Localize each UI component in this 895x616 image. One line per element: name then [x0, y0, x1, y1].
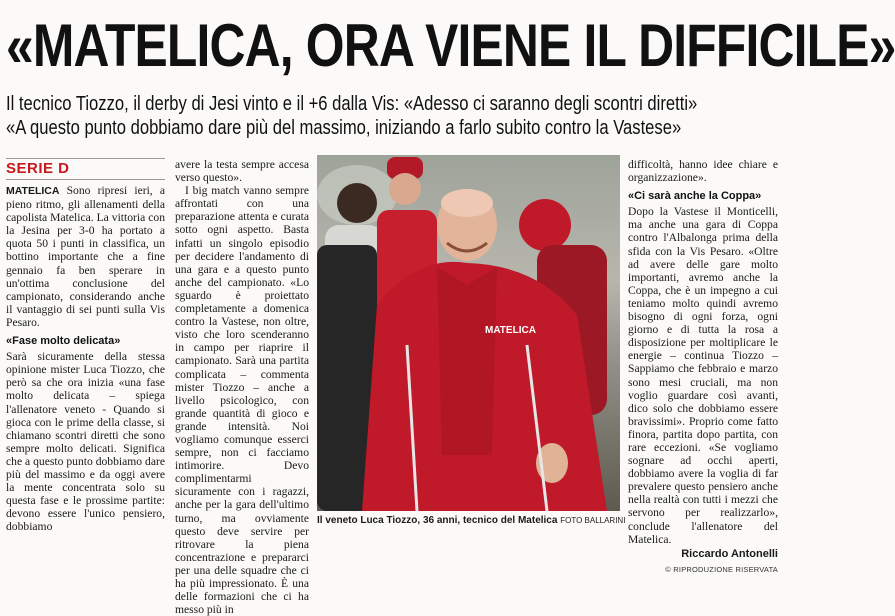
subtitle-line-1: Il tecnico Tiozzo, il derby di Jesi vinto e il +6 dalla Vis: «Adesso ci saranno degli scontri diretti»: [6, 93, 698, 115]
paragraph: difficoltà, hanno idee chiare e organizzazione».: [628, 158, 778, 185]
lead-word: MATELICA: [6, 185, 60, 197]
headline: «MATELICA, ORA VIENE IL DIFFICILE»: [6, 12, 895, 79]
paragraph-text: Sono ripresi ieri, a pieno ritmo, gli allenamenti della capolista Matelica. La vittoria con la Jesina per 3-0 ha portato a quota 50 i punti in classifica, un bottino importante che a fine gennaio fa ben sperare in un'ottima conclusione del campionato, considerando anche il vantaggio di sei punti sulla Vis Pesaro.: [6, 184, 165, 329]
article-column-3: [628, 158, 778, 576]
jacket-logo-text: MATELICA: [485, 325, 536, 336]
article-column-2: [175, 158, 309, 616]
copyright-notice: © RIPRODUZIONE RISERVATA: [665, 564, 778, 574]
photo-caption: [317, 514, 626, 528]
paragraph: [6, 184, 165, 329]
paragraph: Sarà sicuramente della stessa opinione mister Luca Tiozzo, che però sa che ora inizia «una fase molto delicata – spiega l'allenatore veneto - Quando si gioca con le prime della classe, si chiamano scontri diretti che sono sempre molto delicati. Significa che a questo punto dobbiamo dare più del massimo e da oggi avere la mente concentrata solo su questa fase e le prossime partite: devono essere l'unico pensiero, dobbiamo: [6, 350, 165, 534]
author-signature: Riccardo Antonelli: [681, 547, 778, 560]
paragraph: I big match vanno sempre affrontati con una preparazione attenta e curata sotto ogni aspetto. Basta infatti un singolo episodio per decidere l'andamento di una gara e a questo punto anche del campionato. «Lo sguardo è proiettato completamente a domenica contro la Vastese, non oltre, visto che loro scenderanno in campo per riaprire il campionato. Sarà una partita complicata – commenta mister Tiozzo – anche a livello psicologico, con grande quantità di gioco e grande intensità. Noi vogliamo comunque esserci sempre, non ci facciamo intimorire. Devo complimentarmi sicuramente con i ragazzi, anche per la gara dell'ultimo turno, ma ovviamente questo deve servire per ritrovare la piena concentrazione e prepararci per una delle squadre che ci ha più impressionato. È una delle formazioni che ci ha messo più in: [175, 184, 309, 616]
subheading: «Fase molto delicata»: [6, 335, 121, 348]
article-column-1: [6, 158, 165, 533]
paragraph: Dopo la Vastese il Monticelli, ma anche una gara di Coppa contro l'Albalonga prima della sfida con la Vis Pesaro. «Oltre ad avere delle gare molto importanti, avremo anche la Coppa, che è un impegno a cui teniamo molto quindi avremo bisogno di ogni forza, ogni giorno e di tutta la rosa a disposizione per moltiplicare le energie – continua Tiozzo – Sappiamo che febbraio e marzo sono mesi cruciali, ma non voglio guardare così avanti, dico solo che dobbiamo essere bravissimi». Proprio come fatto finora, partita dopo partita, con rare eccezioni. «Se vogliamo sognare ad occhi aperti, dobbiamo avere la voglia di far prevalere questo pensiero anche nella realtà con tutti i mezzi che servono per realizzarlo», conclude l'allenatore del Matelica.: [628, 205, 778, 546]
caption-text: Il veneto Luca Tiozzo, 36 anni, tecnico del Matelica: [317, 515, 558, 526]
section-rubric: SERIE D: [6, 158, 165, 180]
paragraph: avere la testa sempre accesa verso questo».: [175, 158, 309, 185]
photo-illustration: [317, 155, 620, 511]
article-photo: [317, 155, 620, 511]
subtitle-line-2: «A questo punto dobbiamo dare più del massimo, iniziando a farlo subito contro la Vastese»: [6, 117, 682, 139]
photo-credit: FOTO BALLARINI: [560, 516, 626, 525]
subheading: «Ci sarà anche la Coppa»: [628, 190, 762, 203]
